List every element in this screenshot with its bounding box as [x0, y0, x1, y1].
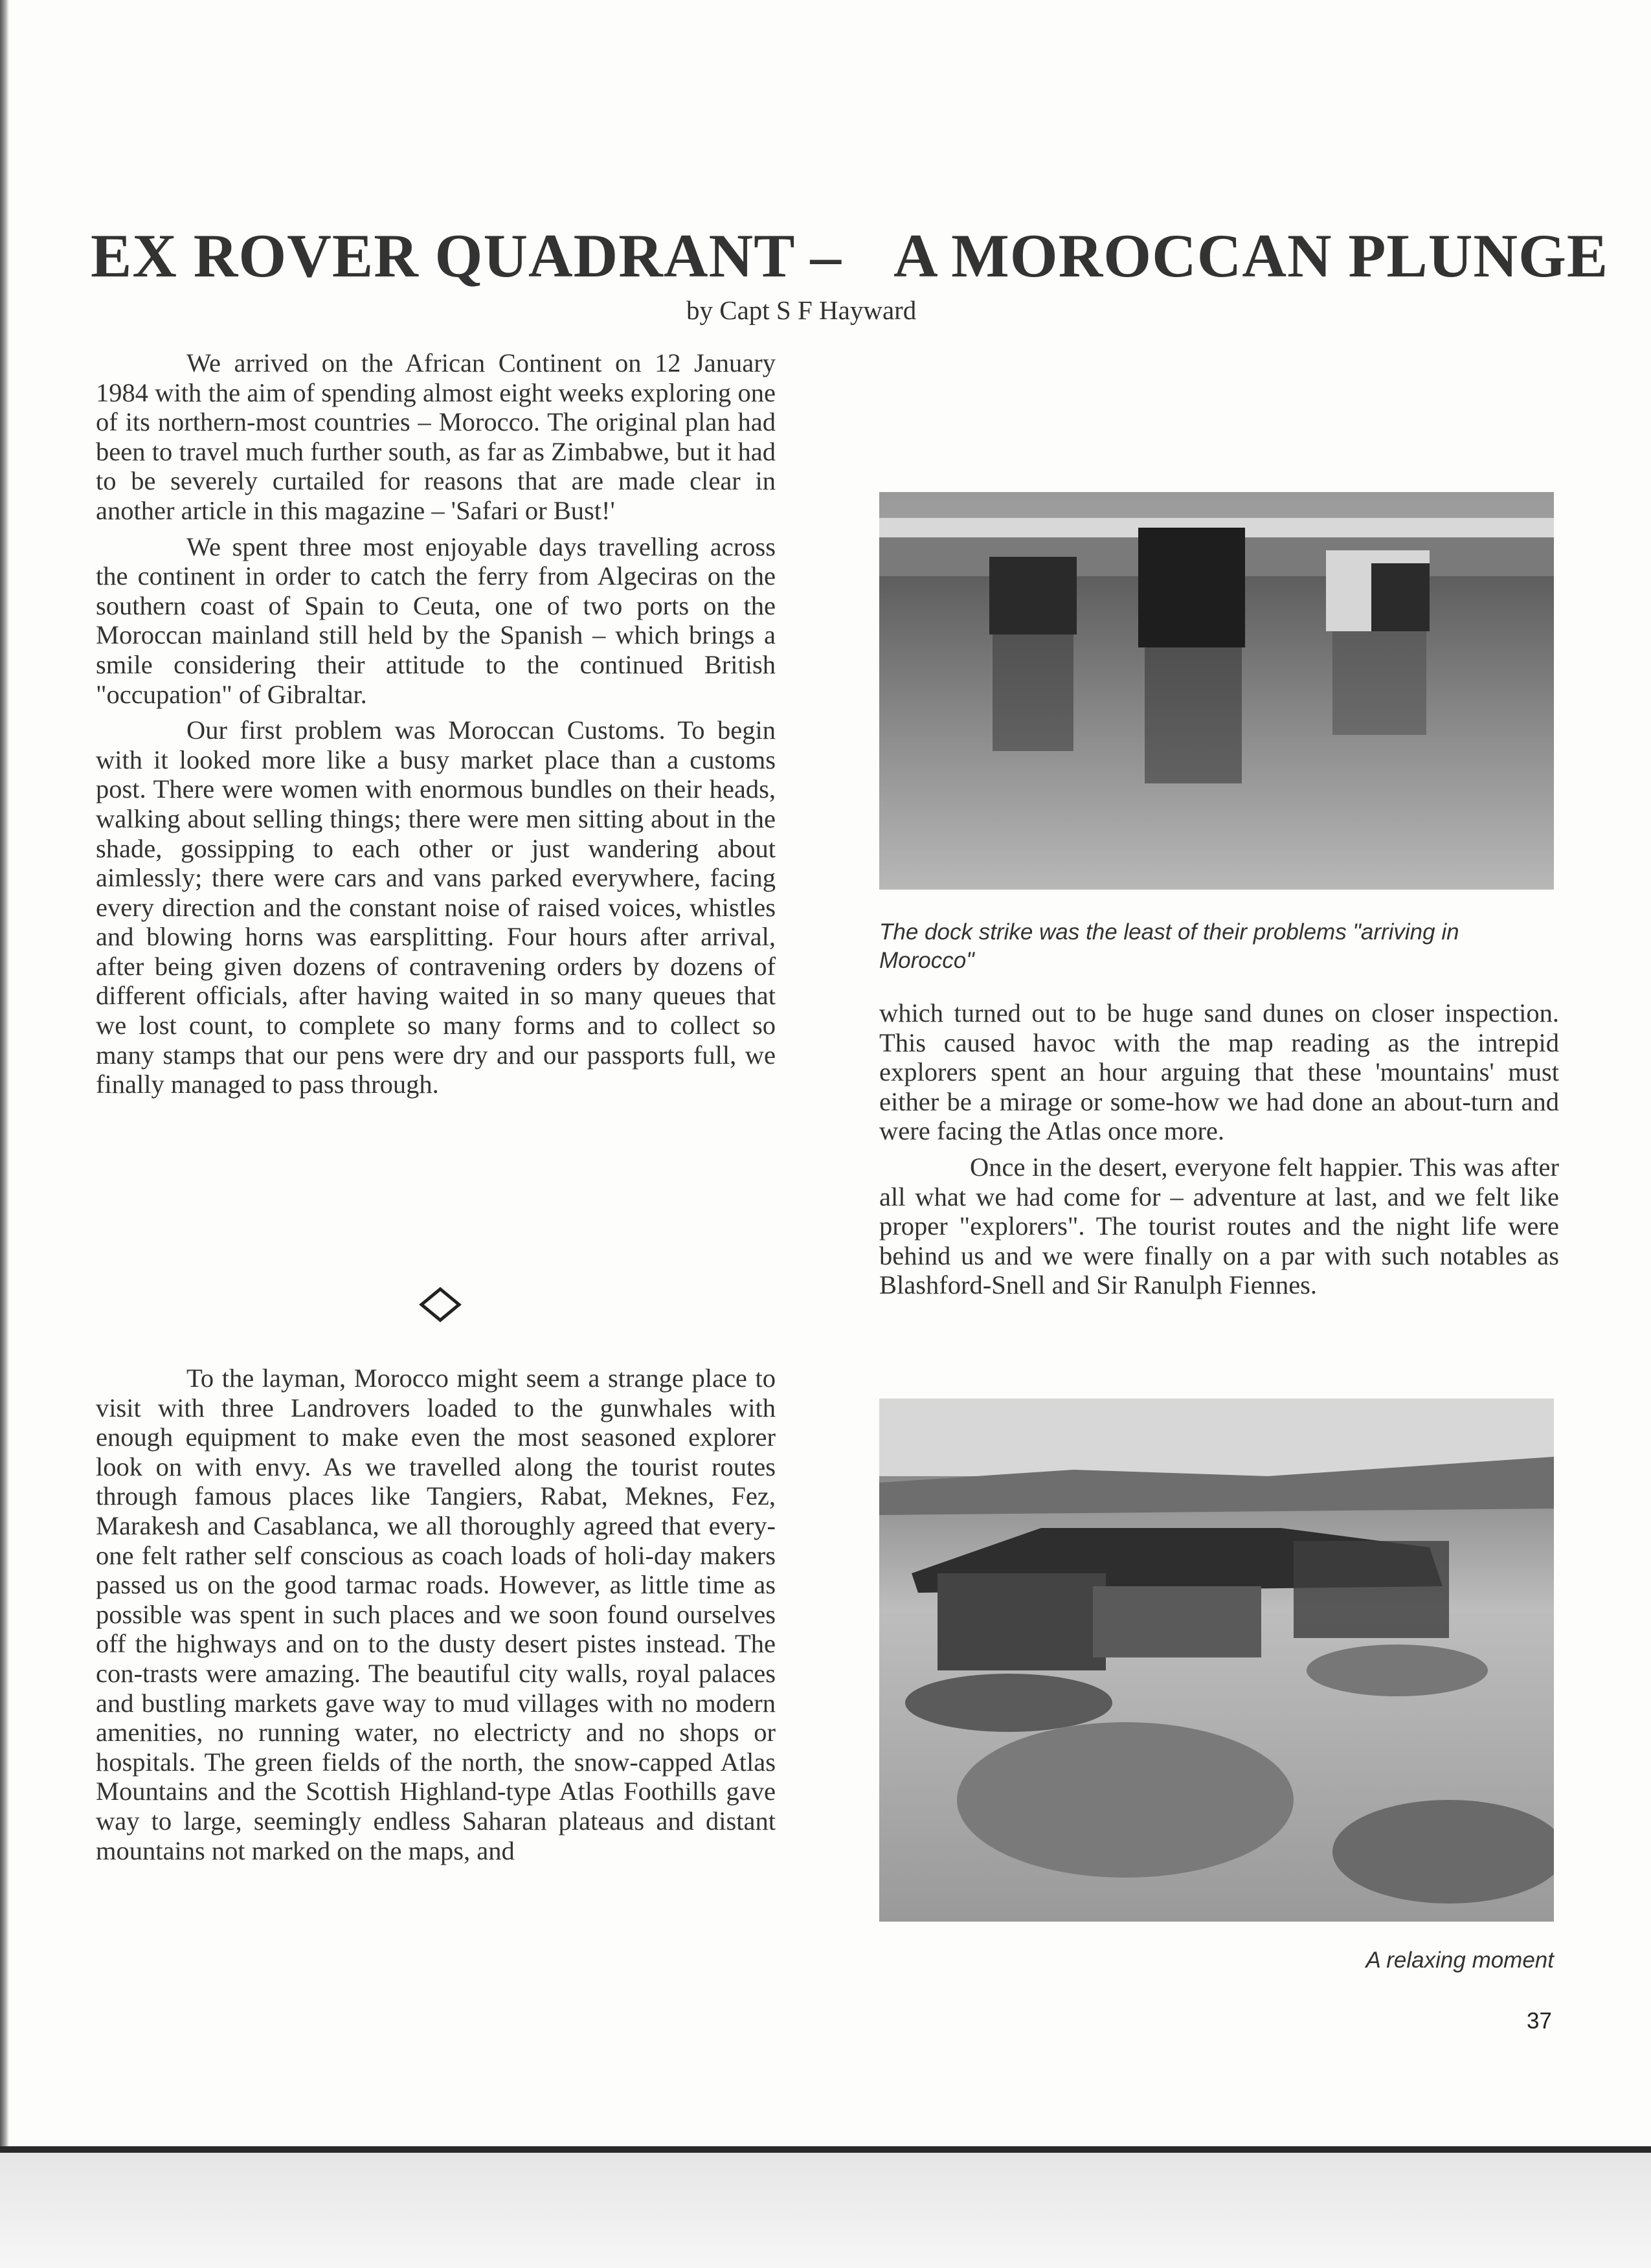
left-column-top: [96, 348, 776, 1106]
page-number: 37: [1527, 2008, 1552, 2034]
paragraph: Once in the desert, everyone felt happier. This was after all what we had come for – adventure at last, and we felt like proper "explorers". The tourist routes and the night life were behind us and we were finally on a par with such notables as Blashford-Snell and Sir Ranulph Fiennes.: [879, 1152, 1559, 1300]
photo-desert-camp: [879, 1398, 1554, 1922]
landrovers-image: [879, 492, 1554, 890]
paragraph: which turned out to be huge sand dunes on closer inspection. This caused havoc with the map reading as the intrepid explorers spent an hour arguing that these 'mountains' must either be a mirage or some-how we had done an about-turn and were facing the Atlas once more.: [879, 998, 1559, 1146]
photo-caption: The dock strike was the least of their problems "arriving in Morocco": [879, 919, 1459, 973]
desert-camp-image: [879, 1398, 1554, 1922]
scan-background: [0, 2153, 1651, 2268]
left-column-bottom: [96, 1364, 776, 1872]
page-edge-shadow: [0, 0, 9, 2268]
paragraph: We spent three most enjoyable days travelling across the continent in order to catch the ferry from Algeciras on the southern coast of Spain to Ceuta, one of two ports on the Moroccan mainland still held by the Spanish – which brings a smile considering their attitude to the continued British "occupation" of Gibraltar.: [96, 532, 776, 709]
article-title-part1: EX ROVER QUADRANT –: [91, 221, 842, 290]
photo-caption: A relaxing moment: [1365, 1948, 1554, 1973]
page-bottom-edge: [0, 2146, 1651, 2153]
diamond-ornament-icon: [418, 1285, 463, 1324]
byline: by Capt S F Hayward: [686, 295, 917, 325]
paragraph: To the layman, Morocco might seem a strange place to visit with three Landrovers loaded to the gunwhales with enough equipment to make even the most seasoned explorer look on with envy. As we travelled along the tourist routes through famous places like Tangiers, Rabat, Meknes, Fez, Marakesh and Casablanca, we all thoroughly agreed that every-one felt rather self conscious as coach loads of holi-day makers passed us on the good tarmac roads. However, as little time as possible was spent in such places and we soon found ourselves off the highways and on to the dusty desert pistes instead. The con-trasts were amazing. The beautiful city walls, royal palaces and bustling markets gave way to mud villages with no modern amenities, no running water, no electricty and no shops or hospitals. The green fields of the north, the snow-capped Atlas Mountains and the Scottish Highland-type Atlas Foothills gave way to large, seemingly endless Saharan plateaus and distant mountains not marked on the maps, and: [96, 1364, 776, 1865]
paragraph: We arrived on the African Continent on 12 January 1984 with the aim of spending almost eight weeks exploring one of its northern-most countries – Morocco. The original plan had been to travel much further south, as far as Zimbabwe, but it had to be severely curtailed for reasons that are made clear in another article in this magazine – 'Safari or Bust!': [96, 348, 776, 525]
paragraph: Our first problem was Moroccan Customs. To begin with it looked more like a busy market place than a customs post. There were women with enormous bundles on their heads, walking about selling things; there were men sitting about in the shade, gossipping to each other or just wandering about aimlessly; there were cars and vans parked everywhere, facing every direction and the constant noise of raised voices, whistles and blowing horns was earsplitting. Four hours after arrival, after being given dozens of contravening orders by dozens of different officials, after having waited in so many queues that we lost count, to complete so many forms and to collect so many stamps that our pens were dry and our passports full, we finally managed to pass through.: [96, 715, 776, 1099]
right-column: [879, 998, 1559, 1307]
article-title-part2: A MOROCCAN PLUNGE: [893, 221, 1609, 290]
photo-landrovers-in-surf: [879, 492, 1554, 890]
